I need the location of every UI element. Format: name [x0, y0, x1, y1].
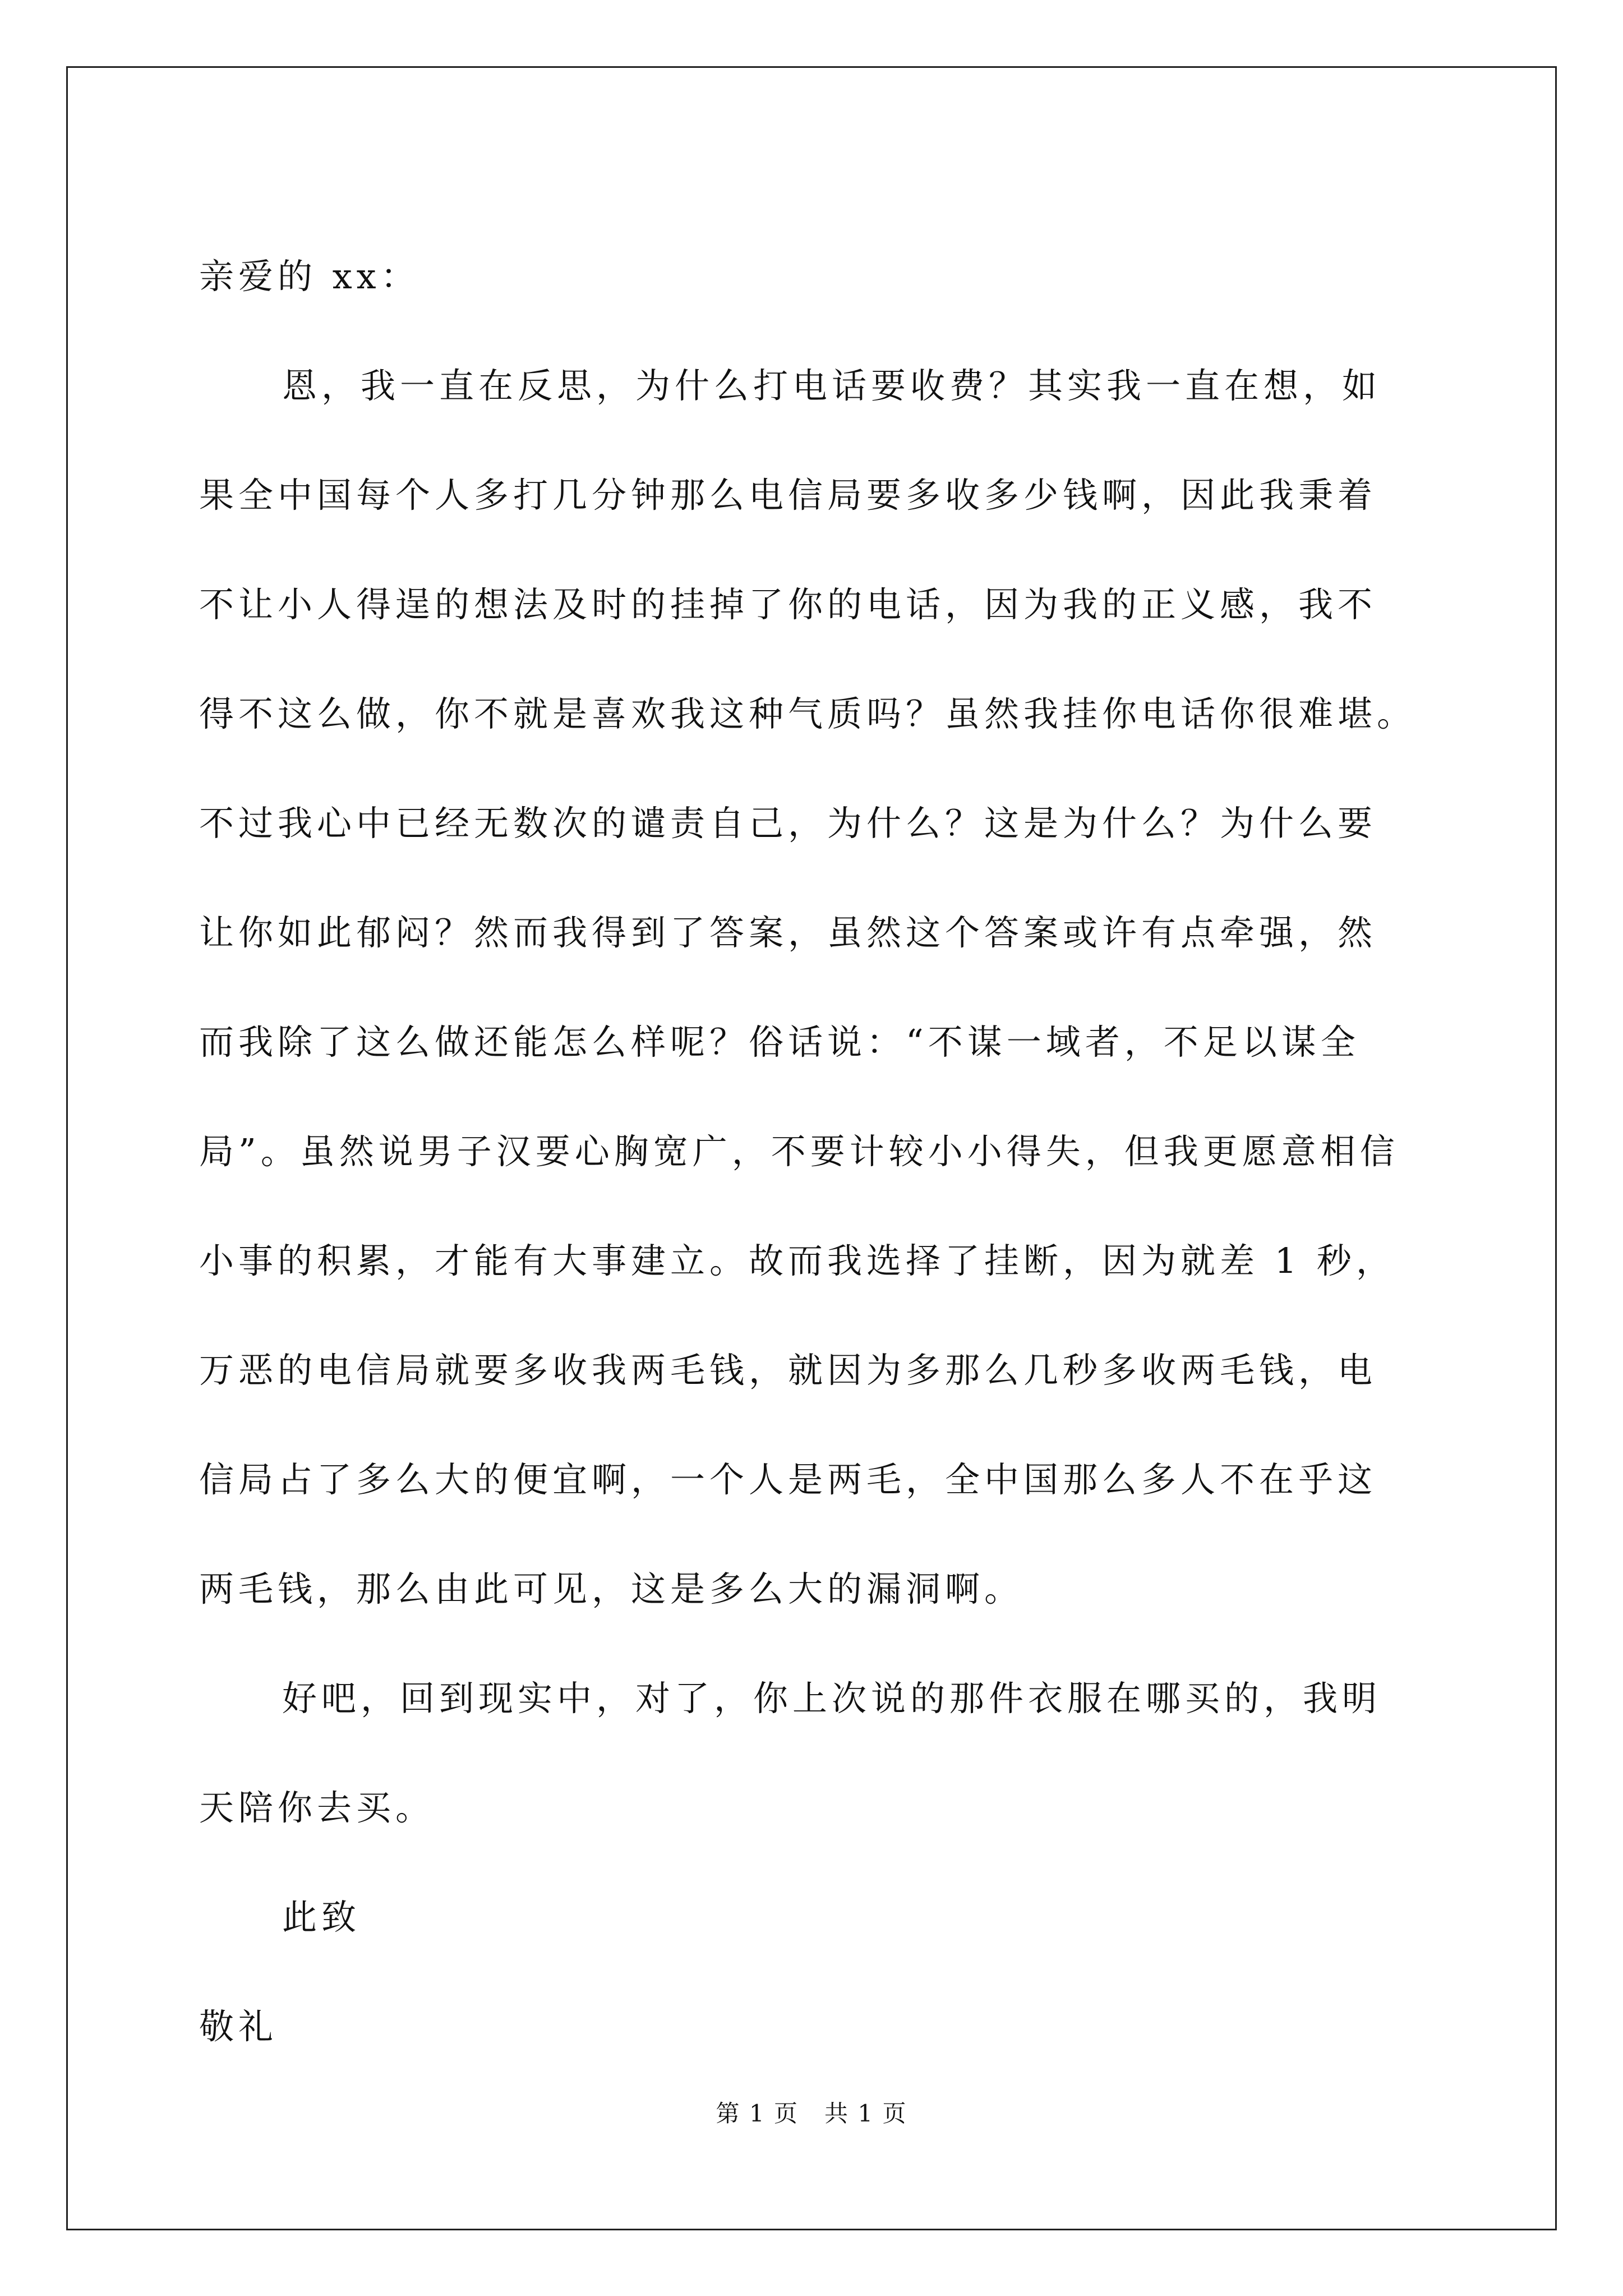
- paragraph-line: 好吧，回到现实中，对了，你上次说的那件衣服在哪买的，我明: [282, 1678, 1382, 1719]
- paragraph-line: 天陪你去买。: [199, 1787, 435, 1828]
- paragraph-line: 局”。虽然说男子汉要心胸宽广，不要计较小小得失，但我更愿意相信: [199, 1131, 1399, 1172]
- paragraph-line: 得不这么做，你不就是喜欢我这种气质吗？虽然我挂你电话你很难堪。: [199, 693, 1417, 734]
- paragraph-line: 不让小人得逞的想法及时的挂掉了你的电话，因为我的正义感，我不: [199, 584, 1377, 625]
- paragraph-line: 小事的积累，才能有大事建立。故而我选择了挂断，因为就差 1 秒，: [199, 1240, 1395, 1281]
- paragraph-line: 而我除了这么做还能怎么样呢？俗话说：“不谋一域者，不足以谋全: [199, 1022, 1360, 1062]
- paragraph-line: 恩，我一直在反思，为什么打电话要收费？其实我一直在想，如: [282, 365, 1382, 406]
- paragraph-line: 万恶的电信局就要多收我两毛钱，就因为多那么几秒多收两毛钱，电: [199, 1350, 1377, 1391]
- salutation: 亲爱的 xx：: [199, 256, 420, 297]
- closing-salute: 敬礼: [199, 2006, 278, 2047]
- paragraph-line: 信局占了多么大的便宜啊，一个人是两毛，全中国那么多人不在乎这: [199, 1459, 1377, 1500]
- paragraph-line: 不过我心中已经无数次的谴责自己，为什么？这是为什么？为什么要: [199, 803, 1377, 844]
- paragraph-line: 两毛钱，那么由此可见，这是多么大的漏洞啊。: [199, 1568, 1024, 1609]
- closing-greeting: 此致: [282, 1897, 361, 1938]
- letter-body: [199, 222, 1430, 2081]
- paragraph-line: 让你如此郁闷？然而我得到了答案，虽然这个答案或许有点牵强，然: [199, 912, 1377, 953]
- paragraph-line: 果全中国每个人多打几分钟那么电信局要多收多少钱啊，因此我秉着: [199, 475, 1377, 516]
- page-footer: 第 1 页 共 1 页: [716, 2100, 907, 2127]
